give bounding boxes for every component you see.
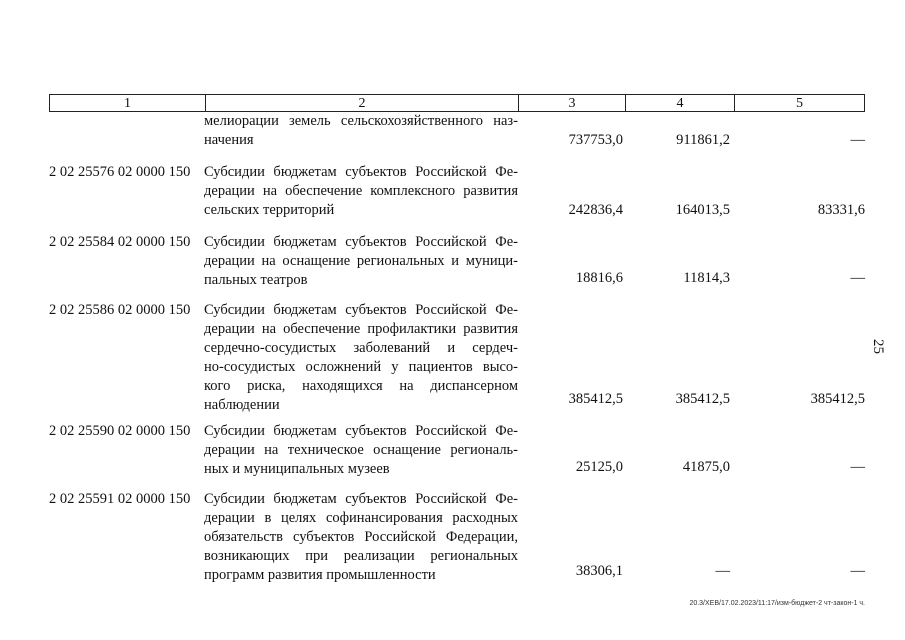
value-col-4: 164013,5 (675, 202, 730, 218)
desc-line: программ развития промышленности (204, 567, 436, 583)
desc-line: дерации на обеспечение комплексного развития (204, 183, 518, 199)
value-col-3: 385412,5 (568, 391, 623, 407)
header-col-3: 3 (518, 95, 625, 111)
desc-line: возникающих при реализации региональных (204, 548, 518, 564)
budget-code: 2 02 25591 02 0000 150 (49, 491, 191, 507)
desc-line: наблюдении (204, 397, 280, 413)
value-col-5: — (850, 132, 865, 148)
desc-line: но-сосудистых осложнений у пациентов высо- (204, 359, 518, 375)
desc-line: Субсидии бюджетам субъектов Российской Фе- (204, 302, 518, 318)
row-description (204, 112, 518, 150)
value-col-5: 385412,5 (810, 391, 865, 407)
desc-line: мелиорации земель сельскохозяйственного наз- (204, 113, 518, 129)
row-description (204, 490, 518, 585)
desc-line: Субсидии бюджетам субъектов Российской Фе- (204, 234, 518, 250)
table-header (49, 94, 865, 112)
value-col-4: 11814,3 (683, 270, 730, 286)
row-description (204, 422, 518, 479)
desc-line: дерации на техническое оснащение региональ- (204, 442, 518, 458)
budget-code: 2 02 25586 02 0000 150 (49, 302, 191, 318)
desc-line: дерации в целях софинансирования расходных (204, 510, 518, 526)
desc-line: кого риска, находящихся на диспансерном (204, 378, 518, 394)
value-col-4: 41875,0 (682, 459, 730, 475)
value-col-4: 911861,2 (676, 132, 730, 148)
header-col-4: 4 (625, 95, 734, 111)
desc-line: дерации на оснащение региональных и муници- (204, 253, 518, 269)
value-col-3: 737753,0 (568, 132, 623, 148)
header-col-1: 1 (124, 96, 131, 111)
row-description (204, 233, 518, 290)
document-footer-stamp: 20.3/ХЕВ/17.02.2023/11:17/изм-бюджет-2 чт-закон-1 ч. (689, 600, 865, 607)
value-col-3: 18816,6 (575, 270, 623, 286)
budget-code: 2 02 25576 02 0000 150 (49, 164, 191, 180)
row-description (204, 163, 518, 220)
desc-line: Субсидии бюджетам субъектов Российской Фе- (204, 491, 518, 507)
value-col-5: — (850, 270, 865, 286)
value-col-5: — (850, 459, 865, 475)
budget-code: 2 02 25584 02 0000 150 (49, 234, 191, 250)
page-number: 25 (870, 339, 886, 354)
header-col-5: 5 (734, 95, 864, 111)
desc-line: дерации на обеспечение профилактики развития (204, 321, 518, 337)
value-col-3: 242836,4 (568, 202, 623, 218)
value-col-3: 25125,0 (575, 459, 623, 475)
header-col-2: 2 (205, 95, 518, 111)
desc-line: пальных театров (204, 272, 308, 288)
value-col-5: — (850, 563, 865, 579)
row-description (204, 301, 518, 415)
desc-line: обязательств субъектов Российской Федерации, (204, 529, 518, 545)
budget-code: 2 02 25590 02 0000 150 (49, 423, 191, 439)
value-col-3: 38306,1 (575, 563, 623, 579)
desc-line: сердечно-сосудистых заболеваний и сердеч- (204, 340, 518, 356)
desc-line: ных и муниципальных музеев (204, 461, 390, 477)
desc-line: сельских территорий (204, 202, 335, 218)
value-col-5: 83331,6 (817, 202, 865, 218)
desc-line: Субсидии бюджетам субъектов Российской Фе- (204, 423, 518, 439)
value-col-4: — (715, 563, 730, 579)
value-col-4: 385412,5 (675, 391, 730, 407)
desc-line: начения (204, 132, 254, 148)
desc-line: Субсидии бюджетам субъектов Российской Фе- (204, 164, 518, 180)
